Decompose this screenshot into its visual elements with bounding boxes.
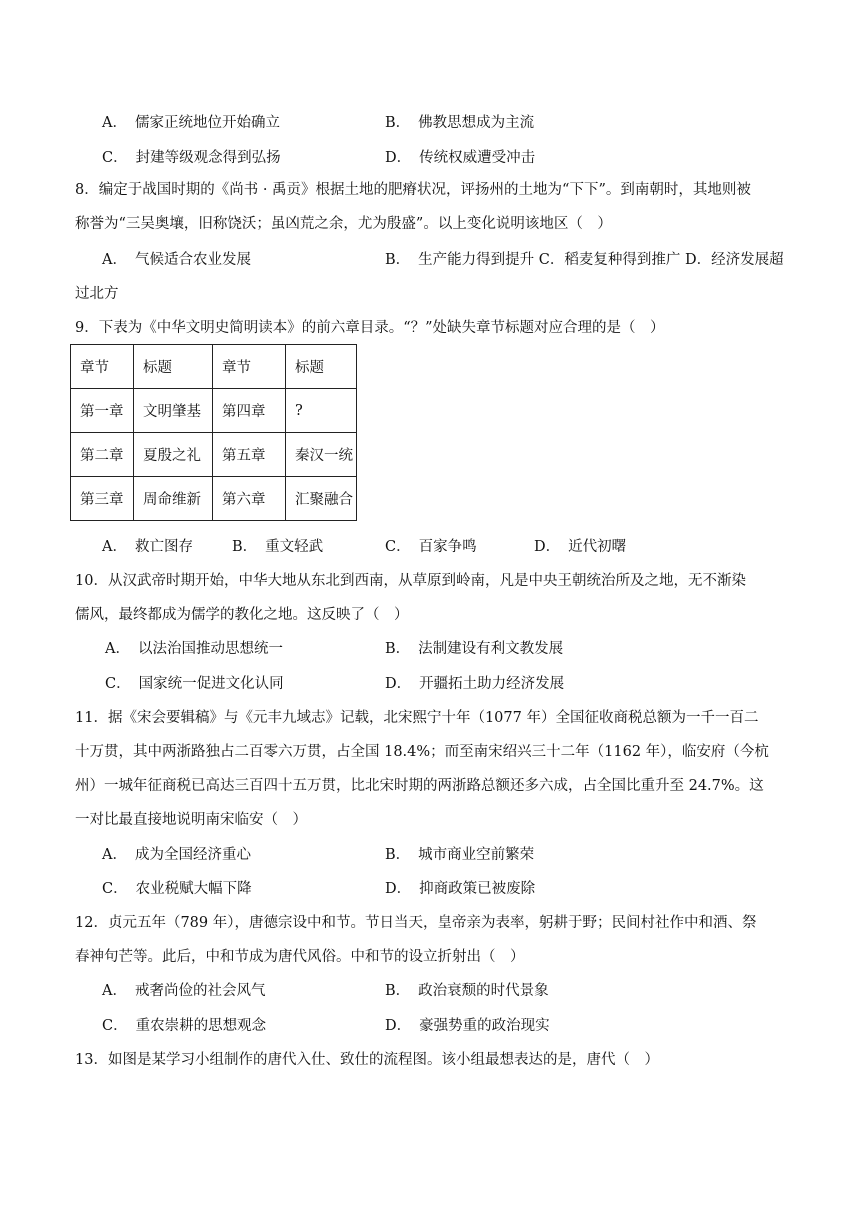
option-label: D． [385, 881, 412, 897]
option-label: B． [385, 252, 411, 268]
q11-option-a[interactable] [102, 845, 251, 865]
q12-option-b[interactable] [385, 981, 549, 1001]
q12-option-d[interactable] [385, 1016, 550, 1036]
table-cell: 第五章 [213, 433, 286, 477]
q9-option-c[interactable] [385, 537, 477, 557]
table-cell: 第六章 [213, 477, 286, 521]
option-text: 戒奢尚俭的社会风气 [134, 983, 266, 999]
q7-option-d[interactable] [385, 148, 535, 168]
table-cell: 周命维新 [134, 477, 213, 521]
table-cell: 秦汉一统 [286, 433, 357, 477]
option-label: C． [105, 676, 131, 692]
q8-stem-line-2: 称誉为“三吴奥壤，旧称饶沃；虽凶荒之余，尤为殷盛”。以上变化说明该地区（ ） [75, 216, 612, 232]
option-label: D． [534, 539, 561, 555]
option-text: 以法治国推动思想统一 [137, 641, 283, 657]
table-cell: 第一章 [71, 389, 134, 433]
q7-option-a[interactable] [102, 113, 280, 133]
option-text: 豪强势重的政治现实 [419, 1018, 550, 1034]
option-text: 传统权威遭受冲击 [419, 150, 536, 166]
q7-option-c[interactable] [102, 148, 281, 168]
option-text: 气候适合农业发展 [134, 252, 251, 268]
q7-option-b[interactable] [385, 113, 534, 133]
q9-option-a[interactable] [102, 537, 193, 557]
option-text: 法制建设有利文教发展 [418, 641, 564, 657]
option-text: 救亡图存 [134, 539, 193, 555]
option-text: 生产能力得到提升 C．稻麦复种得到推广 D．经济发展超 [418, 252, 784, 268]
table-cell: 第三章 [71, 477, 134, 521]
q10-stem-line-2: 儒风，最终都成为儒学的教化之地。这反映了（ ） [75, 607, 409, 623]
option-text: 城市商业空前繁荣 [418, 847, 535, 863]
option-text: 成为全国经济重心 [134, 847, 251, 863]
option-label: B． [385, 641, 411, 657]
q11-stem-line-3: 州）一城年征商税已高达三百四十五万贯，比北宋时期的两浙路总额还多六成，占全国比重升至 24.7%。这 [75, 778, 764, 794]
q12-option-c[interactable] [102, 1016, 266, 1036]
option-label: C． [385, 539, 411, 555]
q11-stem-line-2: 十万贯，其中两浙路独占二百零六万贯，占全国 18.4%；而至南宋绍兴三十二年（1162 年），临安府（今杭 [75, 744, 769, 760]
table-row [71, 433, 357, 477]
q10-option-c[interactable] [105, 674, 284, 694]
q8-stem-line-1: 8．编定于战国时期的《尚书 · 禹贡》根据土地的肥瘠状况，评扬州的土地为“下下”。到南朝时，其地则被 [75, 182, 751, 198]
option-label: A． [102, 983, 127, 999]
table-header-cell: 标题 [134, 345, 213, 389]
option-label: B． [385, 847, 411, 863]
q11-option-b[interactable] [385, 845, 534, 865]
q12-stem-line-1: 12．贞元五年（789 年），唐德宗设中和节。节日当天，皇帝亲为表率，躬耕于野；民间村社作中和酒、祭 [75, 915, 757, 931]
q11-stem-line-1: 11．据《宋会要辑稿》与《元丰九域志》记载，北宋熙宁十年（1077 年）全国征收商税总额为一千一百二 [75, 710, 759, 726]
table-cell: 夏殷之礼 [134, 433, 213, 477]
option-text: 近代初曙 [568, 539, 627, 555]
option-text: 重农崇耕的思想观念 [135, 1018, 267, 1034]
option-label: C． [102, 150, 128, 166]
option-text: 国家统一促进文化认同 [138, 676, 284, 692]
option-label: B． [385, 115, 411, 131]
option-text: 百家争鸣 [418, 539, 477, 555]
option-text: 儒家正统地位开始确立 [134, 115, 280, 131]
option-text: 农业税赋大幅下降 [135, 881, 252, 897]
option-text: 重文轻武 [265, 539, 324, 555]
q10-option-a[interactable] [105, 639, 283, 659]
option-label: D． [385, 676, 412, 692]
q8-option-overflow: 过北方 [75, 286, 119, 302]
q11-option-c[interactable] [102, 879, 252, 899]
option-text: 抑商政策已被废除 [419, 881, 536, 897]
table-row [71, 477, 357, 521]
q12-option-a[interactable] [102, 981, 265, 1001]
q8-option-b[interactable] [385, 250, 784, 270]
option-label: A． [102, 115, 127, 131]
option-label: B． [385, 983, 411, 999]
q12-stem-line-2: 春神句芒等。此后，中和节成为唐代风俗。中和节的设立折射出（ ） [75, 949, 525, 965]
table-cell: 第四章 [213, 389, 286, 433]
q8-option-a[interactable] [102, 250, 251, 270]
q10-stem-line-1: 10．从汉武帝时期开始，中华大地从东北到西南，从草原到岭南，凡是中央王朝统治所及之地，无不渐染 [75, 573, 746, 589]
option-label: C． [102, 881, 128, 897]
option-label: A． [105, 641, 130, 657]
option-label: A． [102, 539, 127, 555]
q10-option-d[interactable] [385, 674, 564, 694]
option-text: 开疆拓土助力经济发展 [419, 676, 565, 692]
option-text: 政治衰颓的时代景象 [418, 983, 549, 999]
table-header-cell: 章节 [213, 345, 286, 389]
option-label: A． [102, 847, 127, 863]
option-label: B． [232, 539, 258, 555]
table-header-cell: 章节 [71, 345, 134, 389]
option-label: A． [102, 252, 127, 268]
table-cell: 第二章 [71, 433, 134, 477]
q11-option-d[interactable] [385, 879, 535, 899]
option-label: D． [385, 1018, 412, 1034]
table-header-row [71, 345, 357, 389]
table-cell: 文明肇基 [134, 389, 213, 433]
option-label: D． [385, 150, 412, 166]
table-cell-missing: ? [286, 389, 357, 433]
q10-option-b[interactable] [385, 639, 563, 659]
option-text: 封建等级观念得到弘扬 [135, 150, 281, 166]
q9-stem: 9．下表为《中华文明史简明读本》的前六章目录。“？”处缺失章节标题对应合理的是（ ） [75, 320, 665, 336]
table-cell: 汇聚融合 [286, 477, 357, 521]
q9-option-d[interactable] [534, 537, 626, 557]
q9-contents-table [70, 344, 357, 521]
option-text: 佛教思想成为主流 [418, 115, 535, 131]
table-row [71, 389, 357, 433]
q9-option-b[interactable] [232, 537, 323, 557]
q11-stem-line-4: 一对比最直接地说明南宋临安（ ） [75, 812, 307, 828]
option-label: C． [102, 1018, 128, 1034]
q13-stem: 13．如图是某学习小组制作的唐代入仕、致仕的流程图。该小组最想表达的是，唐代（ ） [75, 1052, 659, 1068]
table-header-cell: 标题 [286, 345, 357, 389]
